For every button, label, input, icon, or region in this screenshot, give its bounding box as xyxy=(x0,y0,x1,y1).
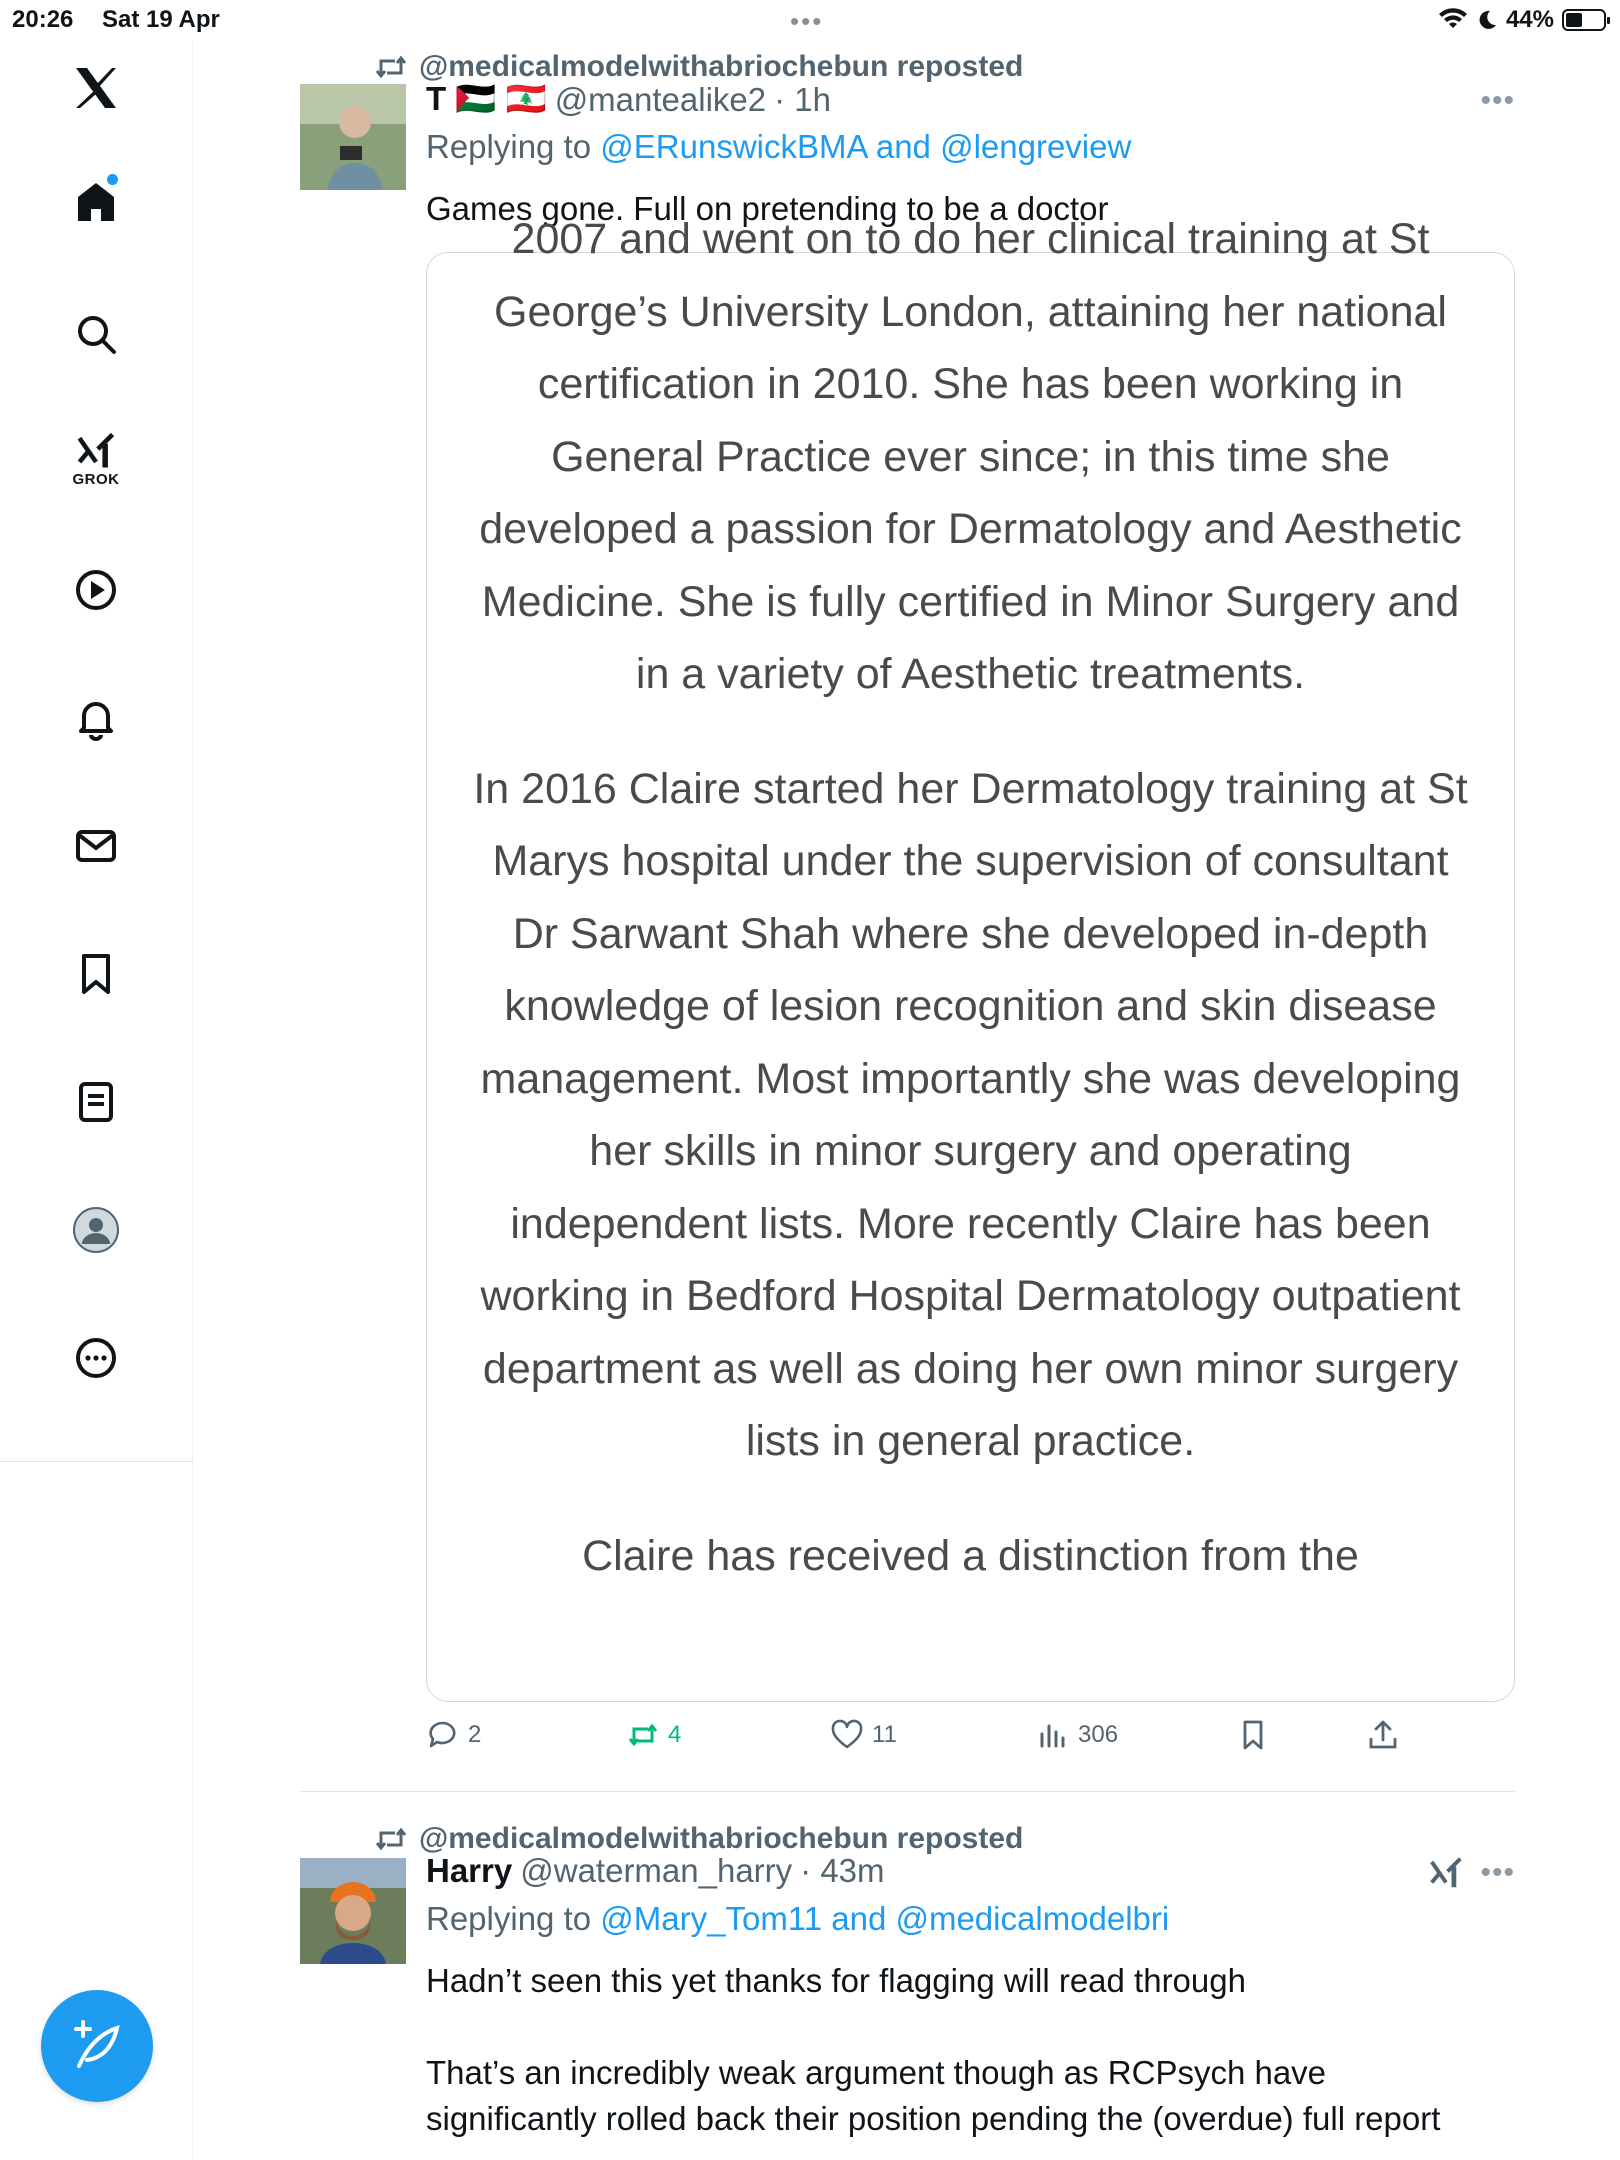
wifi-icon xyxy=(1438,8,1468,32)
sidebar-divider xyxy=(0,1461,193,1462)
bookmark-button[interactable] xyxy=(1236,1718,1270,1752)
status-bar xyxy=(0,0,1620,40)
bookmark-icon xyxy=(72,950,120,998)
profile-avatar-icon xyxy=(72,1206,120,1254)
list-icon xyxy=(72,1078,120,1126)
heart-icon xyxy=(830,1718,864,1752)
bookmark-icon xyxy=(1236,1718,1270,1752)
tweet-more-icon[interactable]: ••• xyxy=(1480,84,1515,117)
replying-to-prefix: Replying to xyxy=(426,128,592,165)
replying-to xyxy=(426,128,1131,166)
avatar[interactable] xyxy=(300,1858,406,1964)
replying-to-prefix: Replying to xyxy=(426,1900,592,1937)
image-paragraph: In 2016 Claire started her Dermatology training at St Marys hospital under the supervision of consultant Dr Sarwant Shah where she developed in-depth knowledge of lesion recognition and skin disease management. Most importantly she was developing her skills in minor surgery and operating independent lists. More recently Claire has been working in Bedford Hospital Dermatology outpatient department as well as doing her own minor surgery lists in general practice. xyxy=(473,764,1468,1465)
tweet-text: Hadn’t seen this yet thanks for flagging will read through That’s an incredibly weak argument though as RCPsych have significantly rolled back their position pending the (overdue) full report xyxy=(426,1962,1441,2137)
reply-icon xyxy=(426,1718,460,1752)
tweet[interactable] xyxy=(300,40,1515,1792)
repost-indicator xyxy=(375,1822,1023,1856)
more-circle-icon xyxy=(72,1334,120,1382)
sidebar-item-notifications[interactable] xyxy=(60,682,132,754)
like-button[interactable] xyxy=(830,1718,897,1752)
tweet-image[interactable] xyxy=(426,215,1515,1702)
status-date: Sat 19 Apr xyxy=(102,6,220,33)
image-text xyxy=(427,203,1514,1634)
sidebar-item-grok[interactable] xyxy=(60,422,132,494)
avatar[interactable] xyxy=(300,84,406,190)
views-count: 306 xyxy=(1078,1721,1119,1748)
replying-to-users[interactable]: @ERunswickBMA and @lengreview xyxy=(600,128,1132,165)
moon-icon xyxy=(1476,9,1498,31)
repost-button[interactable] xyxy=(626,1718,681,1752)
repost-icon xyxy=(626,1718,660,1752)
repost-count: 4 xyxy=(668,1721,682,1748)
compose-post-button[interactable] xyxy=(41,1990,153,2102)
sidebar-item-profile[interactable] xyxy=(60,1194,132,1266)
reply-button[interactable] xyxy=(426,1718,481,1752)
play-circle-icon xyxy=(72,566,120,614)
bell-icon xyxy=(72,694,120,742)
repost-icon xyxy=(375,53,407,81)
views-chart-icon xyxy=(1036,1718,1070,1752)
repost-icon xyxy=(375,1825,407,1853)
tweet-time[interactable]: · 43m xyxy=(800,1852,885,1889)
home-unread-dot xyxy=(107,174,118,185)
battery-level xyxy=(1566,13,1582,27)
sidebar-item-home[interactable] xyxy=(60,166,132,238)
share-icon xyxy=(1366,1718,1400,1752)
sidebar-nav xyxy=(0,40,193,2160)
image-paragraph: Claire has received a distinction from the xyxy=(582,1531,1359,1580)
search-icon xyxy=(72,310,120,358)
display-name[interactable]: Harry xyxy=(426,1852,513,1889)
grok-icon xyxy=(70,429,122,473)
repost-indicator xyxy=(375,50,1023,84)
replying-to xyxy=(426,1900,1169,1938)
tweet-actions xyxy=(426,1718,1515,1768)
views-button[interactable] xyxy=(1036,1718,1118,1752)
tweet[interactable] xyxy=(300,1792,1515,2160)
sidebar-item-video[interactable] xyxy=(60,554,132,626)
sidebar-item-more[interactable] xyxy=(60,1322,132,1394)
feather-plus-icon xyxy=(69,2018,125,2074)
share-button[interactable] xyxy=(1366,1718,1400,1752)
repost-label: @medicalmodelwithabriochebun reposted xyxy=(419,1822,1024,1855)
status-indicators xyxy=(1438,6,1606,34)
battery-percent: 44% xyxy=(1505,6,1554,33)
tweet-header xyxy=(426,1852,885,1890)
tweet-more-icon[interactable]: ••• xyxy=(1480,1856,1515,1889)
sidebar-item-lists[interactable] xyxy=(60,1066,132,1138)
like-count: 11 xyxy=(872,1721,897,1748)
sidebar-item-messages[interactable] xyxy=(60,810,132,882)
grok-label: GROK xyxy=(72,470,120,488)
user-handle[interactable]: @waterman_harry xyxy=(520,1852,793,1889)
envelope-icon xyxy=(72,822,120,870)
x-logo-icon[interactable] xyxy=(60,52,132,124)
sidebar-item-bookmarks[interactable] xyxy=(60,938,132,1010)
tweet-text: Games gone. Full on pretending to be a doctor xyxy=(426,190,1109,227)
repost-label: @medicalmodelwithabriochebun reposted xyxy=(419,50,1024,83)
sidebar-item-search[interactable] xyxy=(60,298,132,370)
image-paragraph: 2007 and went on to do her clinical training at St George’s University London, attaining her national certification in 2010. She has been working in General Practice ever since; in this time she developed a passion for Dermatology and Aesthetic Medicine. She is fully certified in Minor Surgery and in a variety of Aesthetic treatments. xyxy=(479,215,1462,698)
grok-icon[interactable] xyxy=(1427,1854,1465,1892)
home-icon xyxy=(72,178,120,226)
tweet-header xyxy=(426,80,831,119)
display-name[interactable]: T 🇵🇸 🇱🇧 xyxy=(426,80,547,117)
tweet-time[interactable]: · 1h xyxy=(774,80,832,118)
multitasking-dots-icon[interactable]: ••• xyxy=(790,6,824,36)
reply-count: 2 xyxy=(468,1721,482,1748)
status-time: 20:26 xyxy=(12,6,74,33)
user-handle[interactable]: @mantealike2 xyxy=(554,80,767,118)
replying-to-users[interactable]: @Mary_Tom11 and @medicalmodelbri xyxy=(600,1900,1170,1937)
battery-icon xyxy=(1562,9,1606,31)
